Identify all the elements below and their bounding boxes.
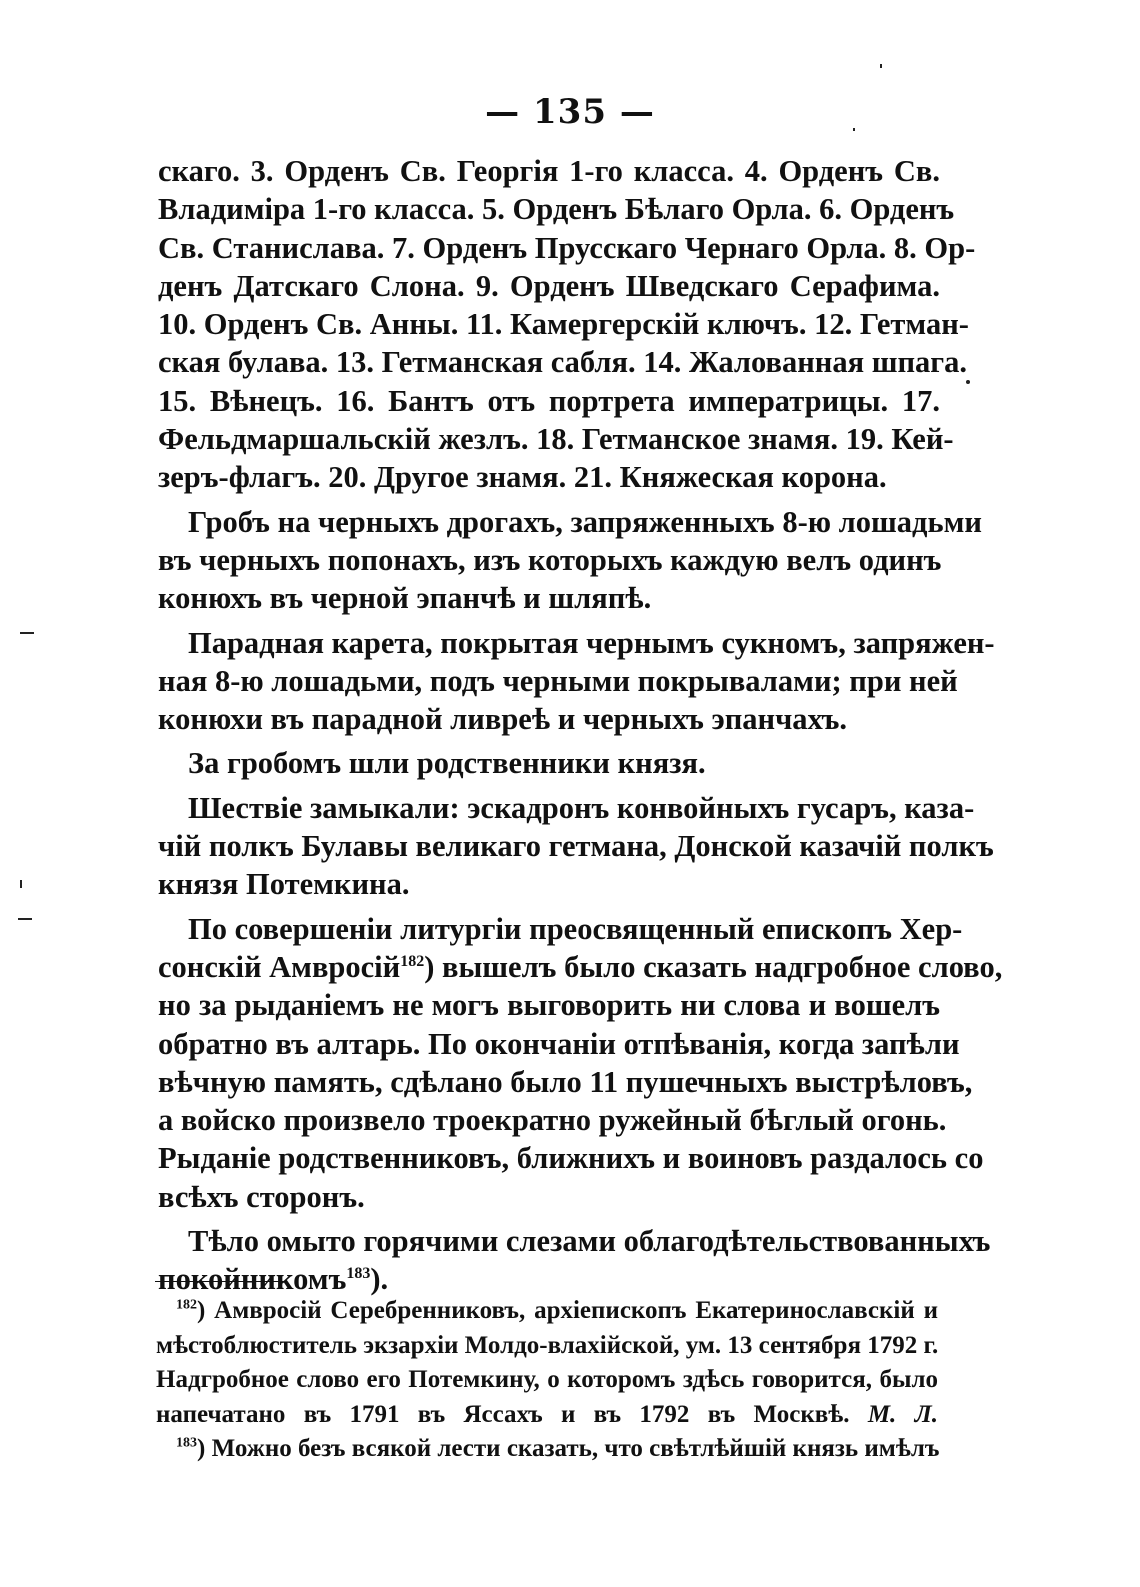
text-line: но за рыданіемъ не могъ выговорить ни слова и вошелъ	[158, 988, 940, 1023]
footnote-reference: 183	[346, 1265, 371, 1283]
text-line: конюхъ въ черной эпанчѣ и шляпѣ.	[158, 581, 652, 616]
text-line: Парадная карета, покрытая чернымъ сукномъ, запряжен-	[188, 625, 995, 660]
paragraph-body	[158, 1222, 991, 1299]
text-fragment: ).	[370, 1262, 389, 1297]
paragraph-relatives	[158, 744, 940, 782]
text-fragment: ) Можно безъ всякой лести сказать, что свѣтлѣйшій князь имѣлъ	[197, 1435, 940, 1463]
text-line: скаго. 3. Орденъ Св. Георгія 1-го класса. 4. Орденъ Св.	[158, 154, 940, 188]
scan-speck	[20, 632, 34, 634]
paragraph-regalia-list	[158, 152, 976, 497]
text-line: Шествіе замыкали: эскадронъ конвойныхъ гусаръ, каза-	[188, 790, 975, 825]
footnote-marker: 183	[176, 1436, 197, 1452]
text-line: Св. Станислава. 7. Орденъ Прусскаго Чернаго Орла. 8. Ор-	[158, 230, 976, 265]
page-number: — 135 —	[485, 92, 655, 132]
text-line: За гробомъ шли родственники князя.	[188, 746, 706, 781]
text-fragment: покойникомъ	[158, 1262, 347, 1297]
text-line	[158, 1260, 940, 1298]
footnotes	[156, 1294, 938, 1467]
text-line: чій полкъ Булавы великаго гетмана, Донской казачій полкъ	[158, 829, 994, 864]
text-line: Рыданіе родственниковъ, ближнихъ и воиновъ раздалось со	[158, 1141, 984, 1176]
paragraph-liturgy	[158, 910, 1003, 1216]
text-line: всѣхъ сторонъ.	[158, 1179, 365, 1214]
text-line: 15. Вѣнецъ. 16. Бантъ отъ портрета императрицы. 17.	[158, 383, 940, 418]
footnote-reference: 182	[400, 952, 425, 970]
scan-speck	[880, 64, 882, 68]
text-line: зеръ-флагъ. 20. Другое знамя. 21. Княжеская корона.	[158, 460, 887, 495]
main-text	[158, 152, 1003, 1305]
paragraph-carriage	[158, 624, 995, 739]
footnote-line	[156, 1294, 938, 1329]
scan-speck	[18, 918, 32, 920]
footnote-183	[156, 1432, 938, 1467]
text-line: Владиміра 1-го класса. 5. Орденъ Бѣлаго Орла. 6. Орденъ	[158, 192, 955, 227]
footnote-line	[156, 1432, 938, 1467]
footnote-separator	[155, 1281, 285, 1282]
text-line: По совершеніи литургіи преосвященный епископъ Хер-	[188, 911, 963, 946]
scan-speck	[966, 380, 970, 384]
text-line: въ черныхъ попонахъ, изъ которыхъ каждую велъ одинъ	[158, 542, 942, 577]
text-line: обратно въ алтарь. По окончаніи отпѣванія, когда запѣли	[158, 1026, 960, 1061]
text-fragment: сонскій Амвросій	[158, 949, 401, 984]
text-line: вѣчную память, сдѣлано было 11 пушечныхъ выстрѣловъ,	[158, 1064, 973, 1099]
footnote-line	[156, 1398, 938, 1433]
footnote-line: мѣстоблюститель экзархіи Молдо-влахійской, ум. 13 сентября 1792 г.	[156, 1331, 939, 1359]
text-line: денъ Датскаго Слона. 9. Орденъ Шведскаго Серафима.	[158, 268, 940, 303]
text-line: князя Потемкина.	[158, 867, 410, 902]
text-line	[158, 948, 1003, 986]
paragraph-procession-end	[158, 789, 994, 904]
scan-speck	[20, 880, 22, 888]
paragraph-coffin	[158, 503, 982, 618]
footnote-182	[156, 1294, 938, 1432]
text-fragment: напечатано въ 1791 въ Яссахъ и въ 1792 въ Москвѣ.	[156, 1400, 850, 1428]
scan-speck	[853, 128, 855, 131]
text-line: Гробъ на черныхъ дрогахъ, запряженныхъ 8-ю лошадьми	[188, 504, 982, 539]
text-fragment: ) вышелъ было сказать надгробное слово,	[424, 949, 1003, 984]
text-line: Тѣло омыто горячими слезами облагодѣтельствованныхъ	[188, 1224, 991, 1259]
text-line: а войско произвело троекратно ружейный бѣглый огонь.	[158, 1103, 947, 1138]
footnote-marker: 182	[176, 1297, 197, 1313]
text-fragment: ) Амвросій Серебренниковъ, архіепископъ Екатеринославскій и	[197, 1297, 938, 1324]
text-line: ская булава. 13. Гетманская сабля. 14. Жалованная шпага.	[158, 345, 968, 380]
editor-initials: М. Л.	[867, 1400, 939, 1428]
text-line: конюхи въ парадной ливреѣ и черныхъ эпанчахъ.	[158, 702, 848, 737]
footnote-line: Надгробное слово его Потемкину, о которомъ здѣсь говорится, было	[156, 1366, 938, 1394]
text-line: Фельдмаршальскій жезлъ. 18. Гетманское знамя. 19. Кей-	[158, 422, 954, 457]
text-line: 10. Орденъ Св. Анны. 11. Камергерскій ключъ. 12. Гетман-	[158, 307, 969, 342]
text-line: ная 8-ю лошадьми, подъ черными покрывалами; при ней	[158, 663, 958, 698]
